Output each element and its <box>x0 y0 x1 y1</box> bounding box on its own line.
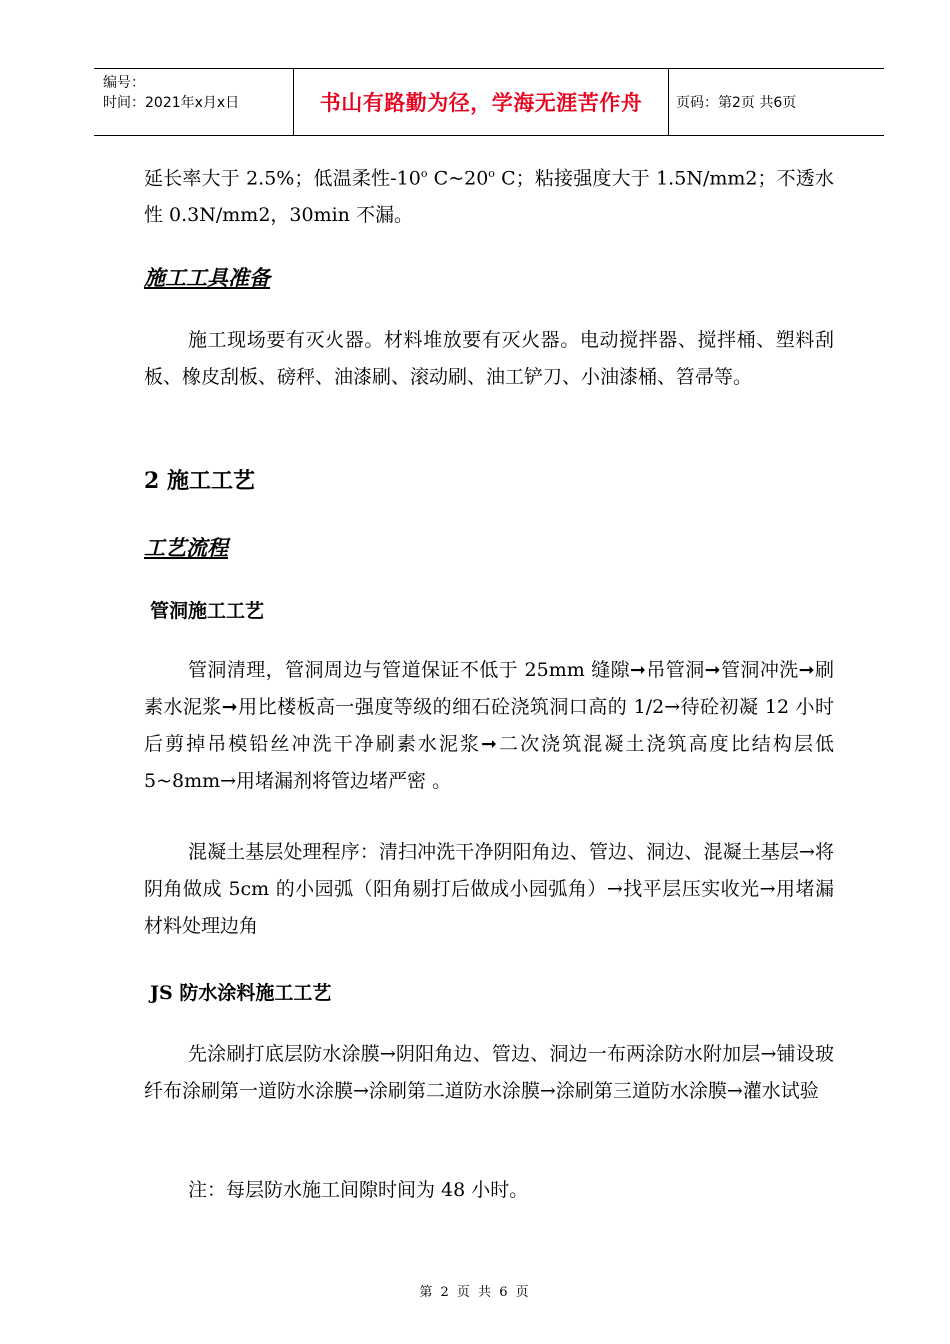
header-motto: 书山有路勤为径，学海无涯苦作舟 <box>319 91 643 115</box>
section-2-heading: 2 施工工艺 <box>144 468 255 494</box>
spec-text-a: 延长率大于 2.5%；低温柔性-10 <box>144 167 421 190</box>
page-footer: 第 2 页 共 6 页 <box>419 1285 531 1300</box>
pipe-heading: 管洞施工工艺 <box>150 600 265 622</box>
header-number-label: 编号： <box>103 75 145 91</box>
tools-heading: 施工工具准备 <box>144 265 270 290</box>
pipe-paragraph: 管洞清理，管洞周边与管道保证不低于 25mm 缝隙➞吊管洞➞管洞冲洗➞刷素水泥浆➞用比楼板高一强度等级的细石砼浇筑洞口高的 1/2→待砼初凝 12 小时后剪掉吊模铅丝冲洗干净刷素水泥浆➞二次浇筑混凝土浇筑高度比结构层低 5~8mm→用堵漏剂将管边堵严密 。 <box>144 659 834 792</box>
degree-sup: o <box>488 167 495 180</box>
spec-paragraph <box>144 155 834 234</box>
concrete-paragraph: 混凝土基层处理程序：清扫冲洗干净阴阳角边、管边、洞边、混凝土基层→将阴角做成 5cm 的小园弧（阳角剔打后做成小园弧角）→找平层压实收光→用堵漏材料处理边角 <box>144 841 834 937</box>
page-header <box>94 68 884 136</box>
tools-paragraph: 施工现场要有灭火器。材料堆放要有灭火器。电动搅拌器、搅拌桶、塑料刮板、橡皮刮板、磅秤、油漆刷、滚动刷、油工铲刀、小油漆桶、笤帚等。 <box>144 329 834 388</box>
js-paragraph: 先涂刷打底层防水涂膜→阴阳角边、管边、洞边一布两涂防水附加层→铺设玻纤布涂刷第一道防水涂膜→涂刷第二道防水涂膜→涂刷第三道防水涂膜→灌水试验 <box>144 1043 834 1102</box>
js-heading: JS 防水涂料施工工艺 <box>150 982 332 1004</box>
header-time-label: 时间：2021年x月x日 <box>103 95 240 111</box>
header-divider <box>668 69 669 135</box>
degree-sup: o <box>420 167 428 180</box>
spec-text-c: C；粘接强度大于 1.5N/mm2；不透水性 0.3N/mm2，30min 不漏。 <box>144 167 834 227</box>
header-page-info: 页码：第2页 共6页 <box>676 95 797 111</box>
note-paragraph: 注：每层防水施工间隙时间为 48 小时。 <box>188 1179 529 1201</box>
spec-text-b: C~20 <box>427 167 489 190</box>
flow-heading: 工艺流程 <box>144 535 228 560</box>
header-meta <box>103 73 293 113</box>
